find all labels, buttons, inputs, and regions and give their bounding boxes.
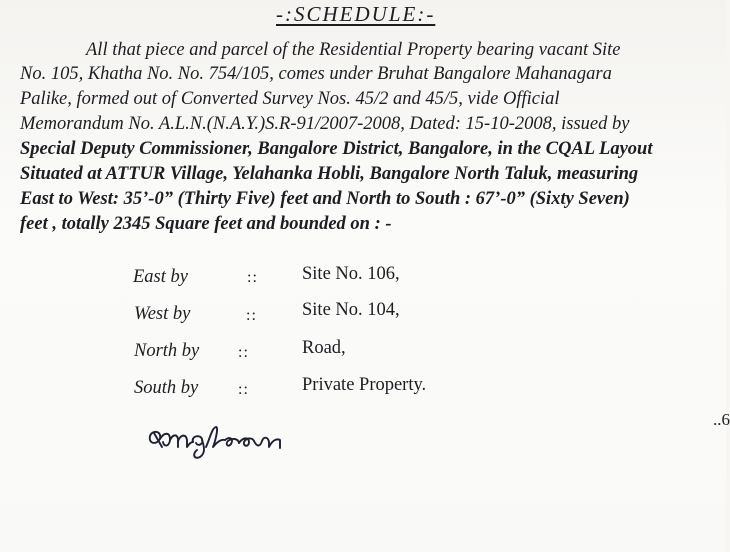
boundary-value: Private Property.: [302, 375, 427, 395]
paragraph-line-5: Special Deputy Commissioner, Bangalore District, Bangalore, in the CQAL Layout: [20, 139, 653, 159]
boundary-separator: ::: [238, 381, 249, 398]
boundary-direction: North by: [134, 341, 200, 361]
boundary-separator: ::: [238, 344, 249, 361]
paragraph-line-7: East to West: 35’-0” (Thirty Five) feet and North to South : 67’-0” (Sixty Seven): [20, 189, 630, 209]
boundary-direction: South by: [134, 378, 199, 398]
boundary-value: Road,: [302, 338, 346, 358]
boundary-value: Site No. 106,: [302, 264, 400, 284]
paragraph-line-2: No. 105, Khatha No. No. 754/105, comes under Bruhat Bangalore Mahanagara: [20, 64, 612, 84]
paragraph-line-6: Situated at ATTUR Village, Yelahanka Hobli, Bangalore North Taluk, measuring: [20, 164, 639, 184]
boundary-direction: West by: [134, 304, 191, 324]
handwritten-signature: [146, 420, 306, 467]
boundary-separator: ::: [246, 307, 257, 324]
paragraph-line-8: feet , totally 2345 Square feet and bounded on : -: [20, 214, 392, 234]
boundary-direction: East by: [133, 267, 188, 287]
paragraph-line-4: Memorandum No. A.L.N.(N.A.Y.)S.R-91/2007-2008, Dated: 15-10-2008, issued by: [20, 114, 630, 134]
boundary-value: Site No. 104,: [302, 300, 400, 320]
boundary-separator: ::: [247, 269, 258, 286]
schedule-heading: -:SCHEDULE:-: [276, 2, 436, 26]
paragraph-line-3: Palike, formed out of Converted Survey Nos. 45/2 and 45/5, vide Official: [20, 89, 560, 109]
paragraph-line-1: All that piece and parcel of the Residential Property bearing vacant Site: [86, 40, 621, 60]
page-continuation-marker: ..6: [713, 410, 730, 429]
